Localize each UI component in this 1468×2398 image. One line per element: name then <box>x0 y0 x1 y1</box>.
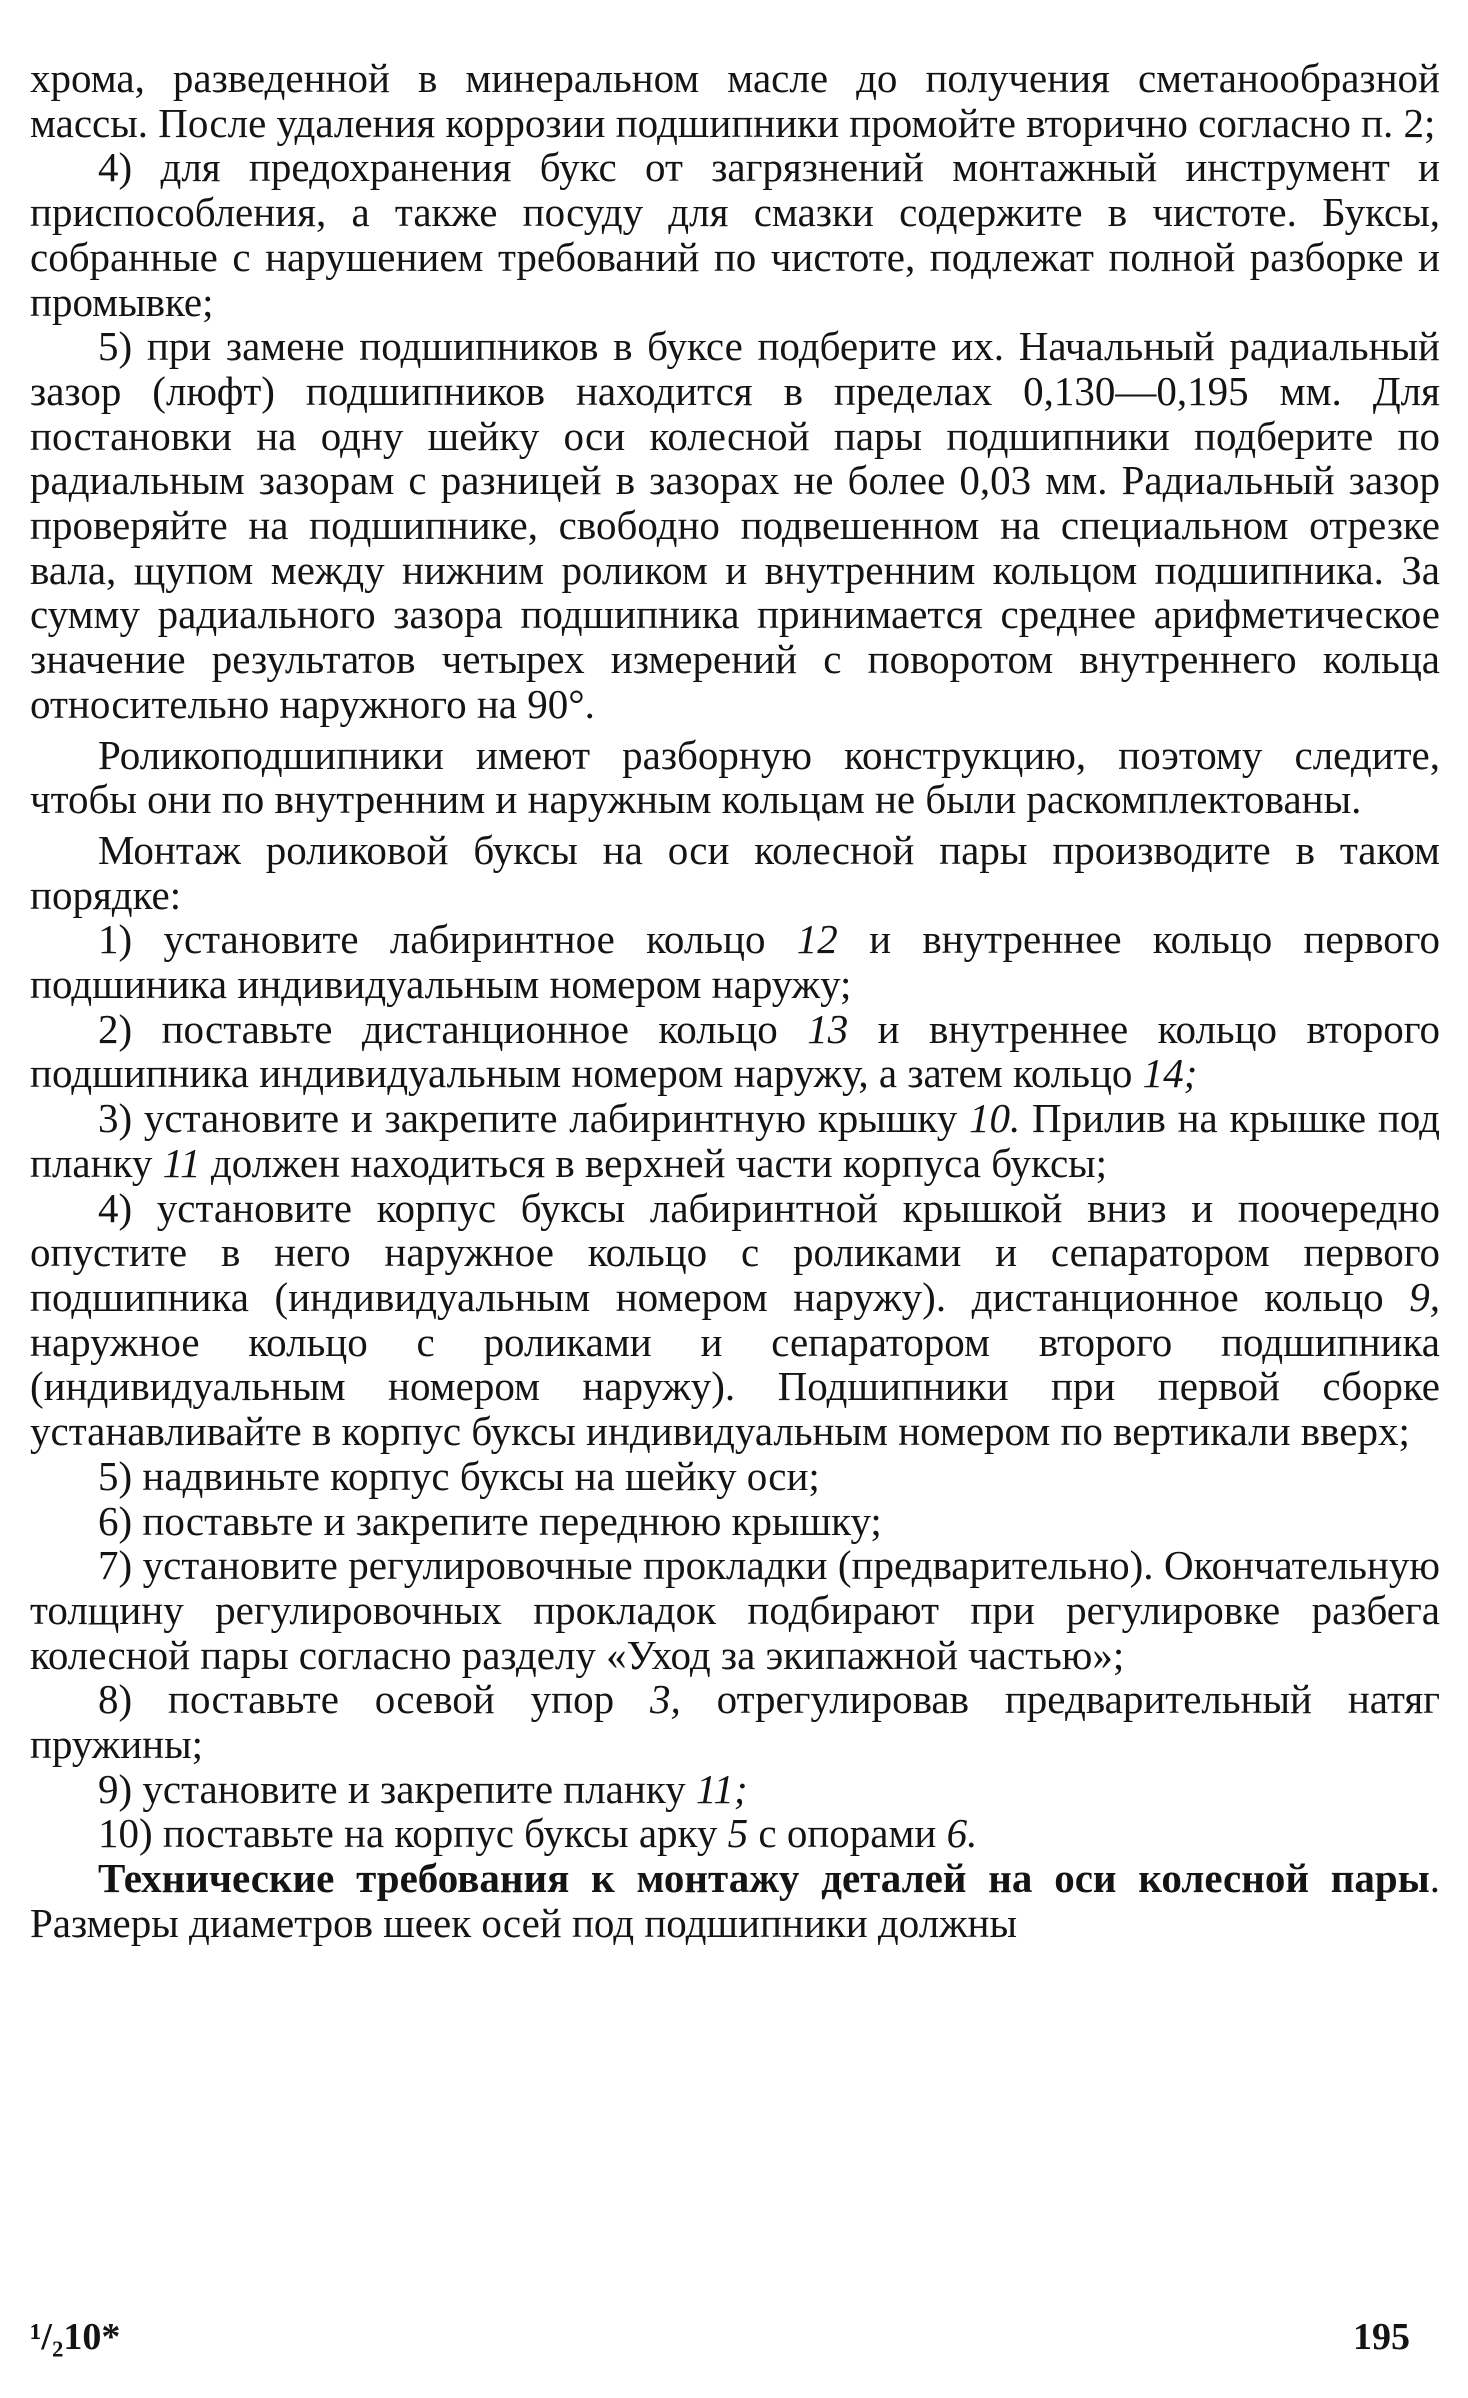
document-body <box>30 56 1440 1946</box>
paragraph-item-4: 4) для предохранения букс от загрязнений монтажный инструмент и приспособления, а также посуду для смазки содержите в чистоте. Буксы, собранные с нарушением требований по чистоте, подлежат полной разборке и промывке; <box>30 144 1440 325</box>
part-number: 3, <box>649 1676 681 1723</box>
page-number: 195 <box>1353 2316 1410 2358</box>
step-3: 3) установите и закрепите лабиринтную крышку 10. Прилив на крышке под планку 11 должен находиться в верхней части корпуса буксы; <box>30 1095 1440 1186</box>
step-6: 6) поставьте и закрепите переднюю крышку; <box>98 1497 882 1544</box>
step-4: 4) установите корпус буксы лабиринтной крышкой вниз и поочередно опустите в него наружное кольцо с роликами и сепаратором первого подшипника (индивидуальным номером наружу). дистанционное кольцо 9, наружное кольцо с роликами и сепаратором второго подшипника (индивидуальным номером наружу). Подшипники при первой сборке устанавливайте в корпус буксы индивидуальным номером по вертикали вверх; <box>30 1184 1440 1455</box>
step-1: 1) установите лабиринтное кольцо 12 и внутреннее кольцо первого подшиника индивидуальным номером наружу; <box>30 916 1441 1008</box>
step-9: 9) установите и закрепите планку 11; <box>98 1765 748 1812</box>
step-5: 5) надвиньте корпус буксы на шейку оси; <box>98 1452 820 1499</box>
step-7: 7) установите регулировочные прокладки (предварительно). Окончательную толщину регулировочных прокладок подбирают при регулировке разбега колесной пары согласно разделу «Уход за экипажной частью»; <box>30 1542 1440 1678</box>
paragraph-assembly-order: Монтаж роликовой буксы на оси колесной пары производите в таком порядке: <box>30 826 1440 918</box>
part-number: 11 <box>162 1139 201 1186</box>
part-number: 5 <box>727 1810 749 1857</box>
part-number: 11; <box>695 1765 748 1812</box>
part-number: 14; <box>1142 1050 1198 1097</box>
part-number: 10. <box>969 1095 1021 1142</box>
step-2: 2) поставьте дистанционное кольцо 13 и внутреннее кольцо второго подшипника индивидуальным номером наружу, а затем кольцо 14; <box>30 1005 1440 1097</box>
paragraph-continuation: хрома, разведенной в минеральном масле до получения сметанообразной массы. После удаления коррозии подшипники промойте вторично согласно п. 2; <box>30 55 1440 146</box>
part-number: 12 <box>796 916 838 963</box>
part-number: 6. <box>946 1810 978 1857</box>
paragraph-item-5: 5) при замене подшипников в буксе подберите их. Начальный радиальный зазор (люфт) подшипников находится в пределах 0,130—0,195 мм. Для постановки на одну шейку оси колесной пары подшипники подберите по радиальным зазорам с разницей в зазорах не более 0,03 мм. Радиальный зазор проверяйте на подшипнике, свободно подвешенном на специальном отрезке вала, щупом между нижним роликом и внутренним кольцом подшипника. За сумму радиального зазора подшипника принимается среднее арифметическое значение результатов четырех измерений с поворотом внутреннего кольца относительно наружного на 90°. <box>30 323 1440 727</box>
paragraph-technical-requirements: Технические требования к монтажу деталей на оси колесной пары. Размеры диаметров шеек осей под подшипники должны <box>30 1855 1440 1946</box>
signature-mark: ¹/₂10* <box>30 2316 121 2358</box>
part-number: 9, <box>1409 1273 1440 1320</box>
paragraph-roller-bearings: Роликоподшипники имеют разборную конструкцию, поэтому следите, чтобы они по внутренним и наружным кольцам не были раскомплектованы. <box>30 731 1440 823</box>
section-heading: Технические требования к монтажу деталей на оси колесной пары <box>98 1855 1430 1902</box>
step-8: 8) поставьте осевой упор 3, отрегулировав предварительный натяг пружины; <box>30 1676 1440 1768</box>
part-number: 13 <box>807 1005 849 1052</box>
step-10: 10) поставьте на корпус буксы арку 5 с опорами 6. <box>98 1810 978 1857</box>
